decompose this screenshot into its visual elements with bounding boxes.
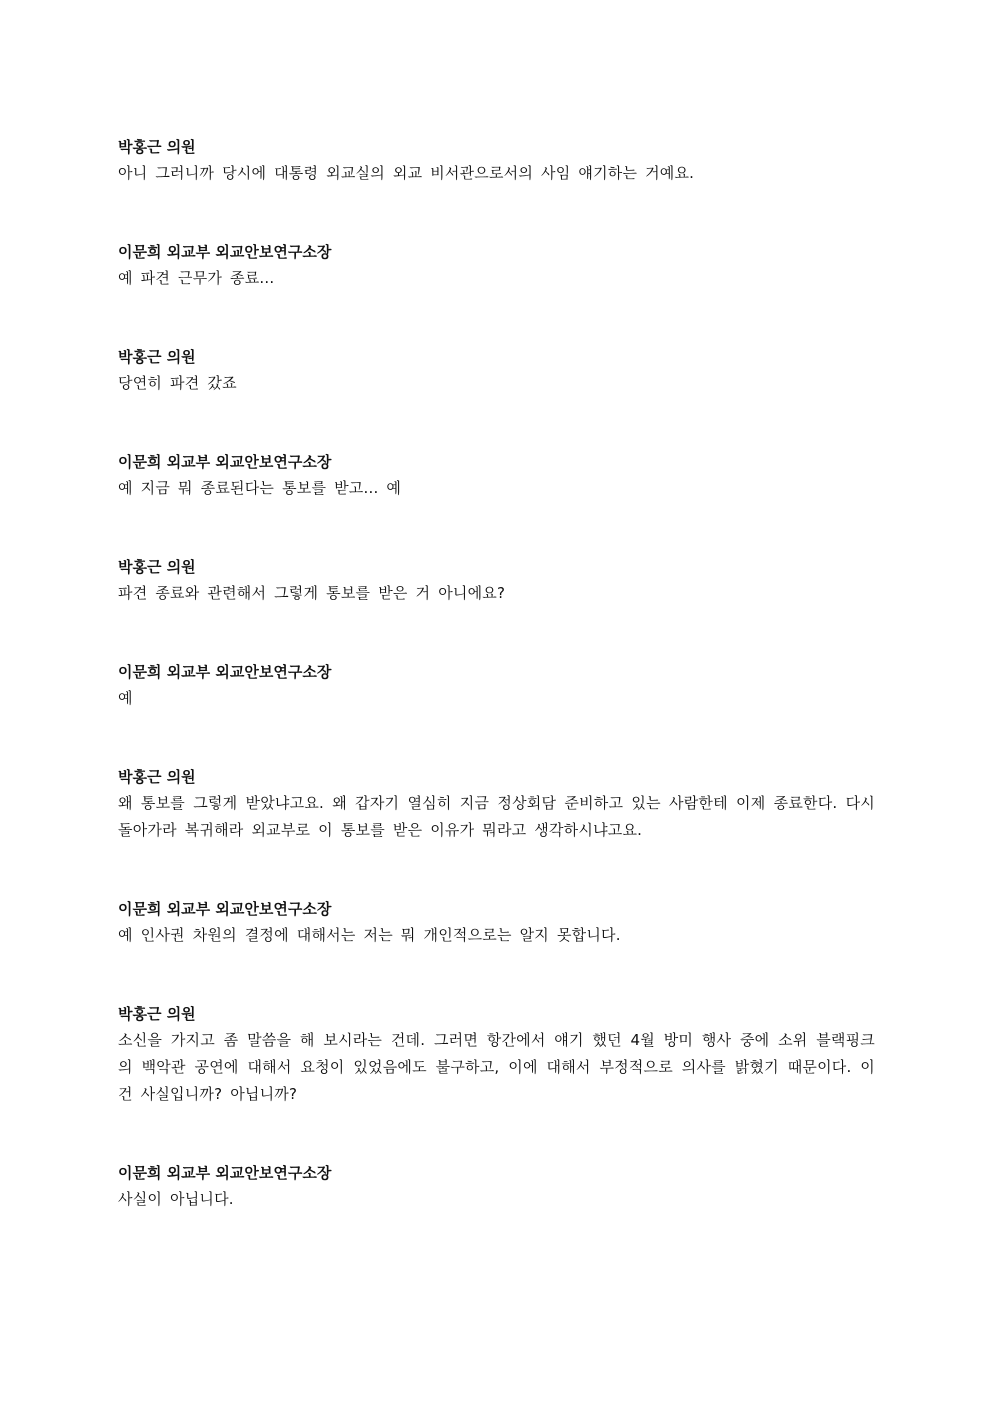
speech-text: 사실이 아닙니다.	[118, 1190, 234, 1208]
transcript	[118, 134, 875, 1265]
speaker-name: 이문희 외교부 외교안보연구소장	[118, 1164, 332, 1182]
transcript-turn	[118, 134, 875, 187]
transcript-turn	[118, 239, 875, 292]
speech-text: 왜 통보를 그렇게 받았냐고요. 왜 갑자기 열심히 지금 정상회담 준비하고 있는 사람한테 이제 종료한다. 다시 돌아가라 복귀해라 외교부로 이 통보를 받은 이유가 뭐라고 생각하시냐고요.	[118, 794, 875, 839]
speech-text: 아니 그러니까 당시에 대통령 외교실의 외교 비서관으로서의 사임 얘기하는 거예요.	[118, 164, 695, 182]
transcript-turn	[118, 896, 875, 949]
transcript-turn	[118, 449, 875, 502]
transcript-turn	[118, 344, 875, 397]
speech-text: 예 지금 뭐 종료된다는 통보를 받고... 예	[118, 479, 402, 497]
speaker-name: 박홍근 의원	[118, 768, 196, 786]
transcript-turn	[118, 659, 875, 712]
speech-text: 예	[118, 689, 133, 707]
speech-text: 파견 종료와 관련해서 그렇게 통보를 받은 거 아니에요?	[118, 584, 506, 602]
transcript-turn	[118, 1001, 875, 1108]
speech-text: 당연히 파견 갔죠	[118, 374, 237, 392]
speaker-name: 박홍근 의원	[118, 138, 196, 156]
speaker-name: 이문희 외교부 외교안보연구소장	[118, 453, 332, 471]
speaker-name: 이문희 외교부 외교안보연구소장	[118, 663, 332, 681]
speech-text: 예 파견 근무가 종료...	[118, 269, 275, 287]
transcript-turn	[118, 1160, 875, 1213]
speaker-name: 박홍근 의원	[118, 558, 196, 576]
transcript-turn	[118, 764, 875, 844]
speaker-name: 이문희 외교부 외교안보연구소장	[118, 243, 332, 261]
transcript-turn	[118, 554, 875, 607]
speaker-name: 박홍근 의원	[118, 348, 196, 366]
speech-text: 예 인사권 차원의 결정에 대해서는 저는 뭐 개인적으로는 알지 못합니다.	[118, 926, 621, 944]
speaker-name: 이문희 외교부 외교안보연구소장	[118, 900, 332, 918]
speaker-name: 박홍근 의원	[118, 1005, 196, 1023]
speech-text: 소신을 가지고 좀 말씀을 해 보시라는 건데. 그러면 항간에서 얘기 했던 4월 방미 행사 중에 소위 블랙핑크의 백악관 공연에 대해서 요청이 있었음에도 불구하고, 이에 대해서 부정적으로 의사를 밝혔기 때문이다. 이건 사실입니까? 아닙니까?	[118, 1031, 875, 1103]
